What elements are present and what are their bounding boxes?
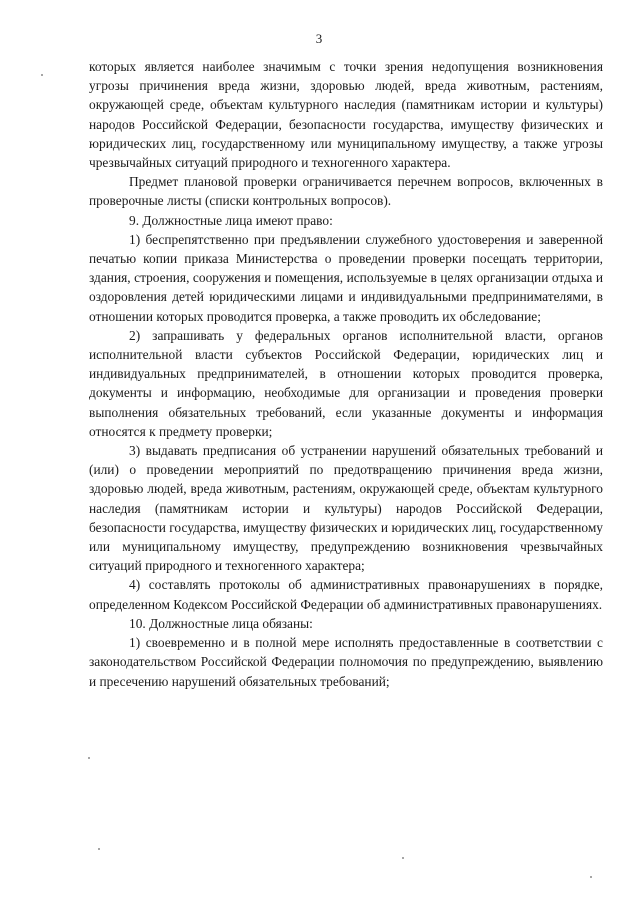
paragraph-intro-continuation: которых является наиболее значимым с точки зрения недопущения возникновения угрозы причинения вреда жизни, здоровью людей, вреда животным, растениям, окружающей среде, объектам культурного наследия (памятникам истории и культуры) народов Российской Федерации, безопасности государства, имуществу физических и юридических лиц, государственному или муниципальному имуществу, а также угрозы чрезвычайных ситуаций природного и техногенного характера. <box>89 59 603 171</box>
paragraph-right-1: 1) беспрепятственно при предъявлении служебного удостоверения и заверенной печатью копии приказа Министерства о проведении проверки посещать территории, здания, строения, сооружения и помещения, используемые в целях организации отдыха и оздоровления детей юридическими лицами и индивидуальными предпринимателями, в отношении которых проводится проверка, а также проводить их обследование; <box>89 231 603 324</box>
page-number: 3 <box>315 31 323 46</box>
scan-speck <box>402 857 404 859</box>
scan-speck <box>98 848 100 850</box>
paragraph-right-2: 2) запрашивать у федеральных органов исполнительной власти, органов исполнительной власти субъектов Российской Федерации, юридических лиц и индивидуальных предпринимателей, в отношении которых проводится проверка, документы и информацию, необходимые для организации и проведения проверки выполнения обязательных требований, если указанные документы и информация относятся к предмету проверки; <box>89 327 603 439</box>
paragraph-right-3: 3) выдавать предписания об устранении нарушений обязательных требований и (или) о проведении мероприятий по предотвращению причинения вреда жизни, здоровью людей, вреда животным, растениям, окружающей среде, объектам культурного наследия (памятникам истории и культуры) народов Российской Федерации, безопасности государства, имуществу физических и юридических лиц, государственному или муниципальному имуществу, предупреждению возникновения чрезвычайных ситуаций природного и техногенного характера; <box>89 443 603 574</box>
document-body <box>89 57 603 691</box>
paragraph-inspection-subject: Предмет плановой проверки ограничивается перечнем вопросов, включенных в проверочные листы (списки контрольных вопросов). <box>89 174 603 209</box>
paragraph-duty-1: 1) своевременно и в полной мере исполнять предоставленные в соответствии с законодательством Российской Федерации полномочия по предупреждению, выявлению и пресечению нарушений обязательных требований; <box>89 635 603 689</box>
paragraph-section-9-heading: 9. Должностные лица имеют право: <box>129 212 333 228</box>
scan-speck <box>88 757 90 759</box>
paragraph-section-10-heading: 10. Должностные лица обязаны: <box>129 615 313 631</box>
scan-speck <box>41 74 43 76</box>
paragraph-right-4: 4) составлять протоколы об административных правонарушениях в порядке, определенном Кодексом Российской Федерации об административных правонарушениях. <box>89 577 603 612</box>
scan-speck <box>590 876 592 878</box>
